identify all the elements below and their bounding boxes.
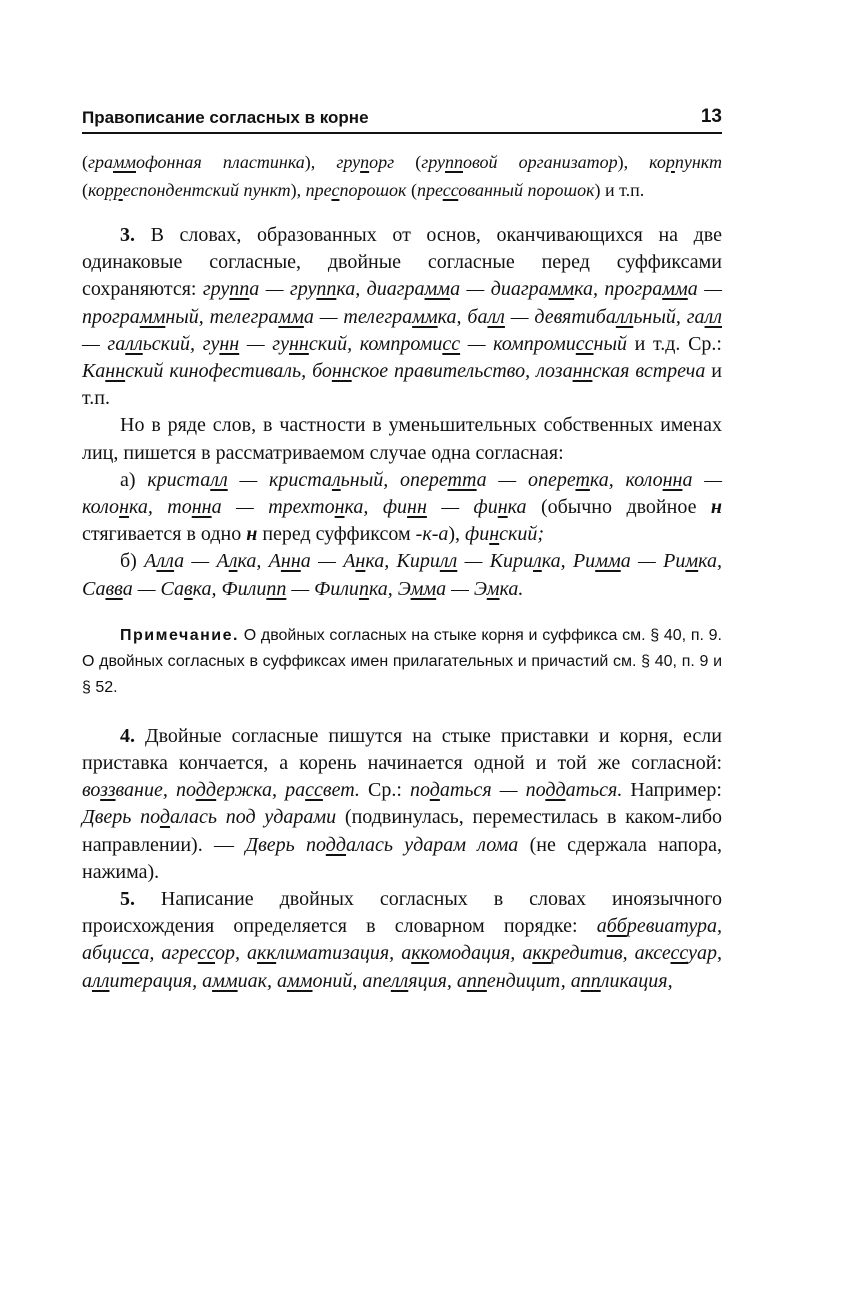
note-paragraph [82,623,722,701]
section-3-text: В словах, образованных от основ, оканчивающихся на две одинаковые согласные, двойные согласные перед суффиксами сохраняются: группа — группка, диаграмма — диаграммка, программа — программный, телеграмма — телеграммка, балл — девятибалльный, галл — галльский, гунн — гуннский, компромисс — компромиссный и т.д. Ср.: Каннский кинофестиваль, боннское правительство, лозаннская встреча и т.п. [82,224,722,410]
section-number: 4. [120,724,135,747]
page-number: 13 [700,106,722,127]
section-4-text: Двойные согласные пишутся на стыке приставки и корня, если приставка кончается, а корень начинается одной и той же согласной: воззвание, поддержка, рассвет. Ср.: податься — поддаться. Например: Дверь подалась под ударами (подвинулась, переместилась в каком-либо направлении). — Дверь поддалась ударам лома (не сдержала напора, нажима). [82,724,723,883]
single-consonant-paragraph: Но в ряде слов, в частности в уменьшительных собственных именах лиц, пишется в рассматриваемом случае одна согласная: [82,414,722,464]
book-page [82,98,722,995]
section-4-paragraph [82,723,722,886]
note-lead: Примечание. [120,626,239,644]
section-number: 3. [120,224,135,246]
running-title: Правописание согласных в корне [82,108,369,127]
section-number: 5. [120,888,135,911]
list-item-b: б) Алла — Алка, Анна — Анка, Кирилл — Кирилка, Римма — Римка, Савва — Савка, Филипп — Филипка, Эмма — Эмка. [82,550,723,600]
section-5-paragraph [82,886,722,995]
running-header [82,98,722,134]
intro-paragraph: (граммофонная пластинка), групорг (групповой организатор), корпункт (корреспондентский пункт), преспорошок (прессованный порошок) и т.п. [82,152,722,200]
section-3-paragraph [82,222,722,412]
list-item-a: а) кристалл — кристальный, оперетта — оперетка, колонна — колонка, тонна — трехтонка, финн — финка (обычно двойное н стягивается в одно н перед суффиксом -к-а), финский; [82,468,722,546]
section-5-text: Написание двойных согласных в словах иноязычного происхождения определяется в словарном порядке: аббревиатура, абцисса, агрессор, акклиматизация, аккомодация, аккредитив, аксессуар, аллитерация, аммиак, аммоний, апелляция, аппендицит, аппликация, [82,888,723,992]
note-text: О двойных согласных на стыке корня и суффикса см. § 40, п. 9. О двойных согласных в суффиксах имен прилагательных и причастий см. § 40, п. 9 и § 52. [82,626,722,696]
